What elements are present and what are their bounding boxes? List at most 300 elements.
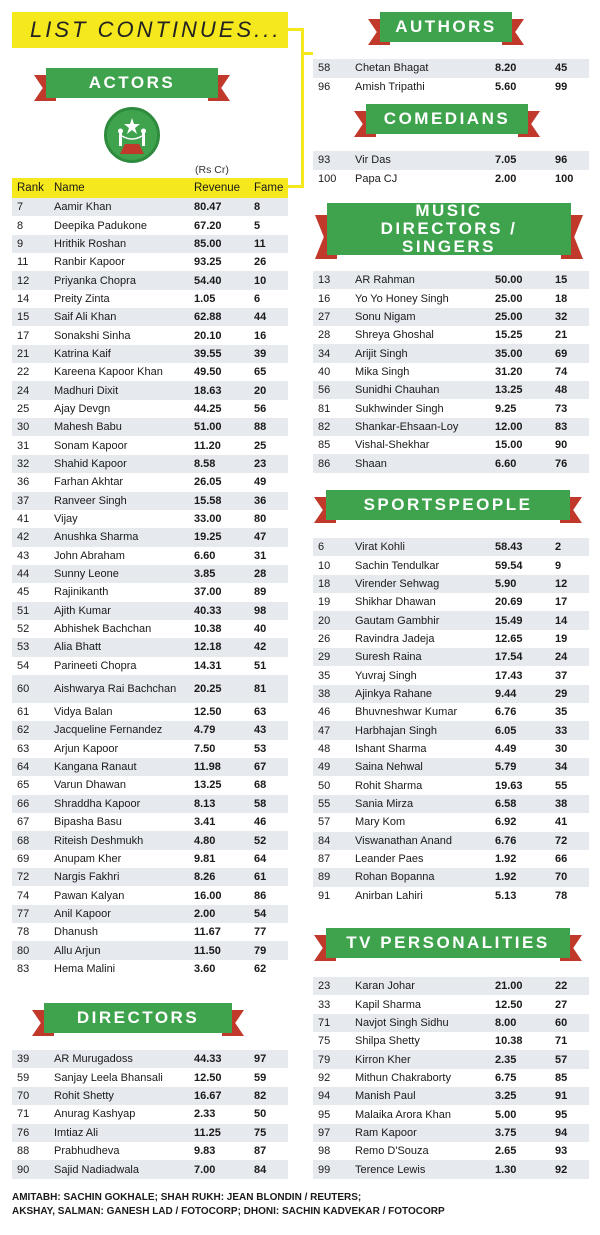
- cell-fame: 81: [254, 682, 267, 695]
- cell-name: Hrithik Roshan: [54, 237, 127, 250]
- cell-fame: 96: [555, 154, 568, 167]
- comedians-heading: COMEDIANS: [366, 104, 528, 134]
- comedians-table: [313, 151, 589, 188]
- cell-revenue: 12.65: [495, 632, 523, 645]
- cell-revenue: 12.00: [495, 420, 523, 433]
- table-row: [313, 344, 589, 362]
- cell-revenue: 14.31: [194, 659, 222, 672]
- cell-fame: 16: [254, 329, 267, 342]
- cell-rank: 74: [17, 889, 30, 902]
- table-row: [12, 703, 288, 721]
- cell-rank: 71: [318, 1016, 331, 1029]
- cell-name: Yo Yo Honey Singh: [355, 292, 449, 305]
- cell-revenue: 6.05: [495, 724, 517, 737]
- table-row: [313, 538, 589, 556]
- cell-revenue: 9.81: [194, 852, 216, 865]
- table-row: [313, 59, 589, 78]
- table-row: [313, 887, 589, 905]
- cell-rank: 23: [318, 980, 331, 993]
- table-row: [12, 831, 288, 849]
- cell-name: Imtiaz Ali: [54, 1126, 99, 1139]
- cell-name: Allu Arjun: [54, 944, 101, 957]
- cell-rank: 6: [318, 541, 325, 554]
- cell-rank: 48: [318, 742, 331, 755]
- cell-revenue: 13.25: [495, 384, 523, 397]
- cell-fame: 14: [555, 614, 568, 627]
- cell-rank: 25: [17, 402, 30, 415]
- table-row: [313, 289, 589, 307]
- cell-rank: 68: [17, 834, 30, 847]
- table-row: [12, 795, 288, 813]
- cell-revenue: 3.41: [194, 816, 216, 829]
- cell-name: Arjun Kapoor: [54, 742, 119, 755]
- table-row: [12, 776, 288, 794]
- cell-fame: 69: [555, 347, 568, 360]
- cell-revenue: 44.25: [194, 402, 222, 415]
- table-row: [12, 1068, 288, 1086]
- cell-fame: 78: [555, 889, 568, 902]
- cell-fame: 89: [254, 586, 267, 599]
- cell-revenue: 33.00: [194, 513, 222, 526]
- table-row: [12, 602, 288, 620]
- cell-name: Sonakshi Sinha: [54, 329, 131, 342]
- cell-rank: 30: [17, 421, 30, 434]
- cell-name: Shreya Ghoshal: [355, 329, 434, 342]
- cell-fame: 18: [555, 292, 568, 305]
- cell-revenue: 2.35: [495, 1053, 517, 1066]
- cell-revenue: 39.55: [194, 347, 222, 360]
- table-row: [12, 657, 288, 675]
- table-row: [313, 832, 589, 850]
- cell-revenue: 9.25: [495, 402, 517, 415]
- page-title: LIST CONTINUES...: [30, 17, 282, 42]
- cell-fame: 76: [555, 457, 568, 470]
- cell-name: Shraddha Kapoor: [54, 797, 141, 810]
- cell-fame: 94: [555, 1126, 568, 1139]
- cell-fame: 68: [254, 779, 267, 792]
- cell-rank: 71: [17, 1108, 30, 1121]
- cell-rank: 37: [17, 494, 30, 507]
- cell-fame: 12: [555, 577, 568, 590]
- table-row: [12, 198, 288, 216]
- title-connector: [288, 185, 304, 188]
- table-row: [313, 436, 589, 454]
- cell-rank: 34: [318, 347, 331, 360]
- table-row: [12, 1105, 288, 1123]
- cell-revenue: 11.98: [194, 761, 221, 774]
- tv-table: [313, 977, 589, 1179]
- cell-name: Shilpa Shetty: [355, 1035, 420, 1048]
- cell-fame: 8: [254, 201, 261, 214]
- cell-rank: 53: [17, 641, 30, 654]
- cell-fame: 64: [254, 852, 267, 865]
- cell-name: Varun Dhawan: [54, 779, 126, 792]
- cell-revenue: 31.20: [495, 365, 523, 378]
- table-row: [12, 960, 288, 978]
- cell-name: Sania Mirza: [355, 797, 414, 810]
- cell-rank: 96: [318, 80, 331, 93]
- cell-rank: 38: [318, 687, 331, 700]
- cell-fame: 9: [555, 559, 562, 572]
- cell-rank: 21: [17, 347, 30, 360]
- cell-name: Anirban Lahiri: [355, 889, 423, 902]
- cell-fame: 50: [254, 1108, 267, 1121]
- cell-fame: 53: [254, 742, 267, 755]
- cell-name: Shaan: [355, 457, 387, 470]
- cell-fame: 60: [555, 1016, 568, 1029]
- cell-rank: 91: [318, 889, 331, 902]
- cell-fame: 6: [254, 292, 261, 305]
- cell-rank: 95: [318, 1108, 331, 1121]
- cell-revenue: 85.00: [194, 237, 222, 250]
- table-row: [313, 556, 589, 574]
- table-row: [313, 399, 589, 417]
- cell-fame: 74: [555, 365, 568, 378]
- table-row: [313, 1124, 589, 1142]
- table-row: [12, 721, 288, 739]
- cell-name: Manish Paul: [355, 1090, 416, 1103]
- cell-name: AR Rahman: [355, 274, 415, 287]
- table-row: [313, 685, 589, 703]
- cell-revenue: 12.50: [194, 1071, 222, 1084]
- table-row: [12, 886, 288, 904]
- cell-rank: 84: [318, 834, 331, 847]
- cell-fame: 45: [555, 62, 568, 75]
- cell-fame: 63: [254, 706, 267, 719]
- cell-rank: 10: [318, 559, 331, 572]
- cell-name: Anil Kapoor: [54, 907, 111, 920]
- table-row: [313, 630, 589, 648]
- cell-fame: 65: [254, 366, 267, 379]
- table-row: [313, 995, 589, 1013]
- cell-name: Harbhajan Singh: [355, 724, 437, 737]
- cell-revenue: 21.00: [495, 980, 523, 993]
- cell-name: Pawan Kalyan: [54, 889, 125, 902]
- cell-rank: 76: [17, 1126, 30, 1139]
- cell-revenue: 26.05: [194, 476, 222, 489]
- cell-rank: 77: [17, 907, 30, 920]
- table-row: [313, 151, 589, 170]
- table-row: [12, 381, 288, 399]
- cell-fame: 35: [555, 706, 568, 719]
- cell-rank: 42: [17, 531, 30, 544]
- cell-fame: 73: [555, 402, 568, 415]
- tv-heading-ribbon: [326, 928, 570, 958]
- cell-fame: 39: [254, 347, 267, 360]
- table-row: [12, 510, 288, 528]
- cell-revenue: 80.47: [194, 201, 222, 214]
- table-row: [313, 666, 589, 684]
- cell-rank: 58: [318, 62, 331, 75]
- cell-revenue: 5.60: [495, 80, 517, 93]
- cell-rank: 24: [17, 384, 30, 397]
- cell-name: Deepika Padukone: [54, 219, 147, 232]
- table-row: [313, 868, 589, 886]
- cell-name: Anupam Kher: [54, 852, 122, 865]
- cell-revenue: 15.49: [495, 614, 523, 627]
- table-row: [313, 776, 589, 794]
- table-row: [313, 648, 589, 666]
- table-row: [12, 583, 288, 601]
- cell-fame: 20: [254, 384, 267, 397]
- cell-fame: 77: [254, 926, 267, 939]
- cell-revenue: 11.20: [194, 439, 221, 452]
- table-row: [12, 547, 288, 565]
- cell-rank: 62: [17, 724, 30, 737]
- cell-rank: 94: [318, 1090, 331, 1103]
- cell-rank: 7: [17, 201, 24, 214]
- cell-revenue: 4.79: [194, 724, 216, 737]
- cell-name: John Abraham: [54, 549, 125, 562]
- cell-fame: 15: [555, 274, 568, 287]
- cell-fame: 88: [254, 421, 267, 434]
- cell-fame: 47: [254, 531, 267, 544]
- cell-rank: 41: [17, 513, 30, 526]
- cell-revenue: 8.58: [194, 457, 216, 470]
- cell-name: Shankar-Ehsaan-Loy: [355, 420, 459, 433]
- cell-name: Sanjay Leela Bhansali: [54, 1071, 163, 1084]
- cell-rank: 45: [17, 586, 30, 599]
- table-row: [313, 703, 589, 721]
- cell-revenue: 15.00: [495, 439, 523, 452]
- cell-name: Bhuvneshwar Kumar: [355, 706, 458, 719]
- cell-revenue: 40.33: [194, 604, 222, 617]
- table-row: [12, 1160, 288, 1178]
- cell-rank: 47: [318, 724, 331, 737]
- table-row: [313, 1050, 589, 1068]
- table-row: [313, 78, 589, 97]
- cell-revenue: 6.58: [495, 797, 517, 810]
- cell-revenue: 51.00: [194, 421, 222, 434]
- cell-fame: 41: [555, 816, 568, 829]
- cell-revenue: 12.18: [194, 641, 222, 654]
- table-row: [313, 170, 589, 189]
- cell-fame: 24: [555, 651, 568, 664]
- cell-fame: 72: [555, 834, 568, 847]
- cell-rank: 14: [17, 292, 30, 305]
- cell-fame: 98: [254, 604, 267, 617]
- cell-name: Shikhar Dhawan: [355, 596, 436, 609]
- cell-name: Karan Johar: [355, 980, 415, 993]
- cell-fame: 85: [555, 1071, 568, 1084]
- cell-name: Remo D'Souza: [355, 1145, 429, 1158]
- table-row: [313, 1032, 589, 1050]
- title-banner: [12, 12, 288, 48]
- cell-rank: 59: [17, 1071, 30, 1084]
- cell-name: Ram Kapoor: [355, 1126, 417, 1139]
- table-row: [12, 620, 288, 638]
- cell-name: Ishant Sharma: [355, 742, 427, 755]
- cell-rank: 63: [17, 742, 30, 755]
- cell-fame: 59: [254, 1071, 267, 1084]
- revenue-unit-label: (Rs Cr): [195, 164, 229, 176]
- cell-rank: 39: [17, 1053, 30, 1066]
- cell-rank: 100: [318, 172, 337, 185]
- cell-rank: 46: [318, 706, 331, 719]
- cell-revenue: 8.20: [495, 62, 517, 75]
- cell-rank: 55: [318, 797, 331, 810]
- red-carpet-icon: [104, 107, 160, 163]
- cell-revenue: 6.75: [495, 1071, 517, 1084]
- table-row: [313, 977, 589, 995]
- cell-rank: 67: [17, 816, 30, 829]
- photo-credits: [12, 1191, 588, 1219]
- cell-rank: 57: [318, 816, 331, 829]
- cell-rank: 90: [17, 1163, 30, 1176]
- cell-name: Preity Zinta: [54, 292, 110, 305]
- cell-fame: 19: [555, 632, 568, 645]
- cell-rank: 65: [17, 779, 30, 792]
- cell-rank: 69: [17, 852, 30, 865]
- cell-fame: 83: [555, 420, 568, 433]
- cell-rank: 80: [17, 944, 30, 957]
- cell-revenue: 4.80: [194, 834, 216, 847]
- table-row: [313, 850, 589, 868]
- cell-fame: 23: [254, 457, 267, 470]
- cell-rank: 15: [17, 311, 30, 324]
- table-row: [313, 308, 589, 326]
- cell-name: Mahesh Babu: [54, 421, 122, 434]
- cell-fame: 22: [555, 980, 568, 993]
- cell-rank: 98: [318, 1145, 331, 1158]
- cell-name: Hema Malini: [54, 962, 116, 975]
- credits-line-1: AMITABH: SACHIN GOKHALE; SHAH RUKH: JEAN BLONDIN / REUTERS;: [12, 1192, 362, 1203]
- cell-fame: 54: [254, 907, 267, 920]
- cell-name: Leander Paes: [355, 853, 424, 866]
- cell-name: Virender Sehwag: [355, 577, 440, 590]
- cell-rank: 56: [318, 384, 331, 397]
- cell-fame: 95: [555, 1108, 568, 1121]
- table-row: [12, 528, 288, 546]
- cell-fame: 37: [555, 669, 568, 682]
- cell-rank: 75: [318, 1035, 331, 1048]
- table-row: [12, 492, 288, 510]
- cell-revenue: 6.76: [495, 834, 517, 847]
- table-row: [12, 436, 288, 454]
- cell-name: Katrina Kaif: [54, 347, 111, 360]
- cell-rank: 35: [318, 669, 331, 682]
- cell-fame: 100: [555, 172, 574, 185]
- cell-name: Chetan Bhagat: [355, 62, 429, 75]
- cell-name: Madhuri Dixit: [54, 384, 119, 397]
- cell-fame: 82: [254, 1089, 267, 1102]
- music-heading: MUSIC DIRECTORS / SINGERS: [327, 203, 571, 255]
- cell-revenue: 1.92: [495, 871, 517, 884]
- cell-rank: 8: [17, 219, 24, 232]
- cell-revenue: 11.25: [194, 1126, 221, 1139]
- cell-fame: 31: [254, 549, 267, 562]
- cell-revenue: 5.13: [495, 889, 517, 902]
- table-row: [12, 290, 288, 308]
- cell-name: Ajith Kumar: [54, 604, 111, 617]
- table-row: [313, 1160, 589, 1178]
- cell-name: Mika Singh: [355, 365, 410, 378]
- cell-name: Ranveer Singh: [54, 494, 127, 507]
- table-row: [313, 1142, 589, 1160]
- cell-rank: 51: [17, 604, 30, 617]
- cell-name: Ravindra Jadeja: [355, 632, 435, 645]
- cell-fame: 90: [555, 439, 568, 452]
- actors-table-header: [12, 178, 288, 198]
- cell-name: Kangana Ranaut: [54, 761, 137, 774]
- cell-name: Terence Lewis: [355, 1163, 426, 1176]
- cell-name: Shahid Kapoor: [54, 457, 127, 470]
- cell-revenue: 2.33: [194, 1108, 216, 1121]
- cell-revenue: 50.00: [495, 274, 523, 287]
- cell-revenue: 17.54: [495, 651, 523, 664]
- cell-revenue: 37.00: [194, 586, 222, 599]
- cell-revenue: 59.54: [495, 559, 523, 572]
- table-row: [12, 253, 288, 271]
- cell-fame: 86: [254, 889, 267, 902]
- cell-fame: 2: [555, 541, 562, 554]
- table-row: [12, 473, 288, 491]
- table-row: [12, 850, 288, 868]
- cell-revenue: 62.88: [194, 311, 222, 324]
- cell-name: Sukhwinder Singh: [355, 402, 444, 415]
- cell-name: Ranbir Kapoor: [54, 256, 125, 269]
- cell-fame: 57: [555, 1053, 568, 1066]
- table-row: [12, 271, 288, 289]
- cell-revenue: 18.63: [194, 384, 222, 397]
- cell-name: Sonam Kapoor: [54, 439, 128, 452]
- cell-rank: 52: [17, 623, 30, 636]
- cell-rank: 49: [318, 761, 331, 774]
- cell-name: Papa CJ: [355, 172, 398, 185]
- cell-revenue: 19.63: [495, 779, 523, 792]
- cell-revenue: 19.25: [194, 531, 222, 544]
- cell-revenue: 1.05: [194, 292, 216, 305]
- sports-table: [313, 538, 589, 905]
- credits-line-2: AKSHAY, SALMAN: GANESH LAD / FOTOCORP; DHONI: SACHIN KADVEKAR / FOTOCORP: [12, 1206, 445, 1217]
- cell-name: Nargis Fakhri: [54, 871, 120, 884]
- cell-name: Virat Kohli: [355, 541, 405, 554]
- cell-revenue: 8.26: [194, 871, 216, 884]
- cell-fame: 66: [555, 853, 568, 866]
- cell-revenue: 1.92: [495, 853, 517, 866]
- cell-fame: 44: [254, 311, 267, 324]
- cell-name: Ajinkya Rahane: [355, 687, 433, 700]
- table-row: [12, 345, 288, 363]
- cell-fame: 46: [254, 816, 267, 829]
- cell-rank: 85: [318, 439, 331, 452]
- cell-name: Anushka Sharma: [54, 531, 139, 544]
- cell-rank: 66: [17, 797, 30, 810]
- cell-revenue: 9.44: [495, 687, 517, 700]
- cell-fame: 84: [254, 1163, 267, 1176]
- cell-fame: 38: [555, 797, 568, 810]
- cell-name: Farhan Akhtar: [54, 476, 124, 489]
- cell-revenue: 6.60: [194, 549, 216, 562]
- cell-name: Navjot Singh Sidhu: [355, 1016, 449, 1029]
- cell-name: Saif Ali Khan: [54, 311, 117, 324]
- cell-name: Malaika Arora Khan: [355, 1108, 451, 1121]
- comedians-heading-ribbon: [366, 104, 528, 134]
- cell-name: AR Murugadoss: [54, 1053, 133, 1066]
- cell-rank: 60: [17, 682, 30, 695]
- cell-rank: 22: [17, 366, 30, 379]
- cell-revenue: 8.00: [495, 1016, 517, 1029]
- cell-revenue: 44.33: [194, 1053, 222, 1066]
- cell-revenue: 6.76: [495, 706, 517, 719]
- cell-rank: 64: [17, 761, 30, 774]
- cell-revenue: 6.60: [495, 457, 517, 470]
- table-row: [12, 813, 288, 831]
- cell-fame: 70: [555, 871, 568, 884]
- table-row: [313, 813, 589, 831]
- cell-revenue: 8.13: [194, 797, 216, 810]
- cell-rank: 9: [17, 237, 24, 250]
